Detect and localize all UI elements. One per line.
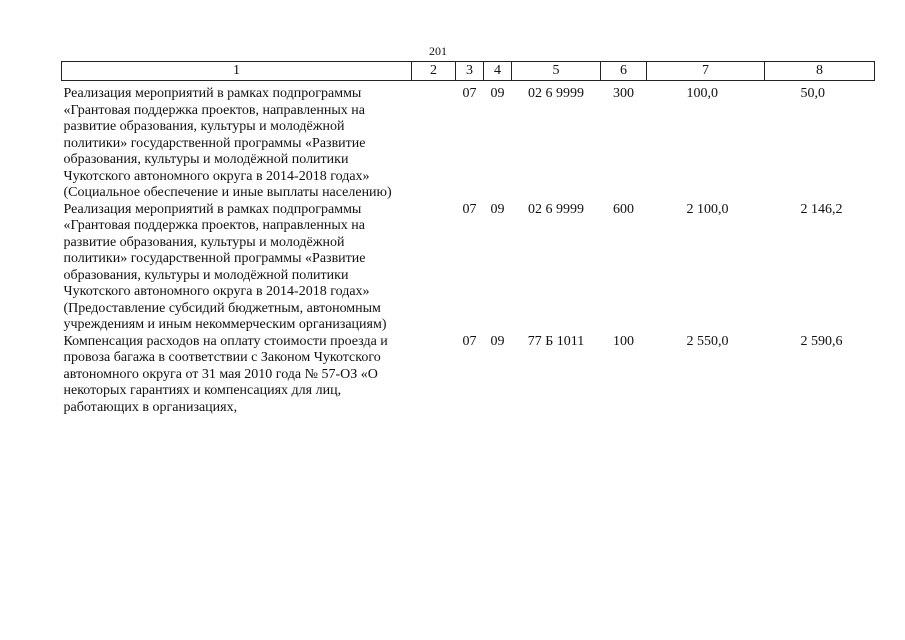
row-section: 07 [462,86,477,101]
row-col-2 [412,81,456,202]
header-col-2: 2 [412,62,456,81]
table-body [62,81,875,417]
row-subsection: 09 [490,86,505,101]
row-amount-1: 100,0 [686,86,718,101]
header-col-5: 5 [512,62,601,81]
header-col-1: 1 [62,62,412,81]
row-description: Компенсация расходов на оплату стоимости проезда и провоза багажа в соответствии с Законом Чукотского автономного округа от 31 мая 2010 года № 57-ОЗ «О некоторых гарантиях и компенсациях для лиц, работающих в организациях, [63,333,388,415]
row-section: 07 [462,333,477,349]
budget-table [61,61,875,416]
row-section: 07 [462,201,477,217]
row-target-code: 77 Б 1011 [527,333,585,349]
row-amount-2: 2 146,2 [800,201,843,217]
row-amount-1: 2 100,0 [686,201,729,217]
table-row [62,81,875,202]
row-expense-type: 600 [613,201,634,217]
row-expense-type: 100 [613,333,634,349]
header-col-7: 7 [647,62,765,81]
table-row [62,202,875,334]
row-subsection: 09 [490,333,505,349]
row-description: Реализация мероприятий в рамках подпрограммы «Грантовая поддержка проектов, направленных на развитие образования, культуры и молодёжной политики» государственной программы «Развитие образования, культуры и молодёжной политики Чукотского автономного округа в 2014-2018 годах» (Предоставление субсидий бюджетным, автономным учреждениям и иным некоммерческим организациям) [63,201,387,332]
row-amount-1: 2 550,0 [686,333,729,349]
row-target-code: 02 6 9999 [528,201,584,217]
header-col-4: 4 [484,62,512,81]
table-row [62,334,875,417]
table-header [62,62,875,81]
header-col-8: 8 [765,62,875,81]
page-number: 201 [429,44,447,58]
header-row [62,62,875,81]
row-amount-2: 50,0 [800,86,825,101]
row-target-code: 02 6 9999 [528,86,584,101]
row-subsection: 09 [490,201,505,217]
row-col-2 [412,334,456,417]
row-expense-type: 300 [613,86,634,101]
row-description: Реализация мероприятий в рамках подпрограммы «Грантовая поддержка проектов, направленных на развитие образования, культуры и молодёжной политики» государственной программы «Развитие образования, культуры и молодёжной политики Чукотского автономного округа в 2014-2018 годах» (Социальное обеспечение и иные выплаты населению) [63,86,392,200]
row-col-2 [412,202,456,334]
header-col-6: 6 [601,62,647,81]
header-col-3: 3 [456,62,484,81]
row-amount-2: 2 590,6 [800,333,843,349]
